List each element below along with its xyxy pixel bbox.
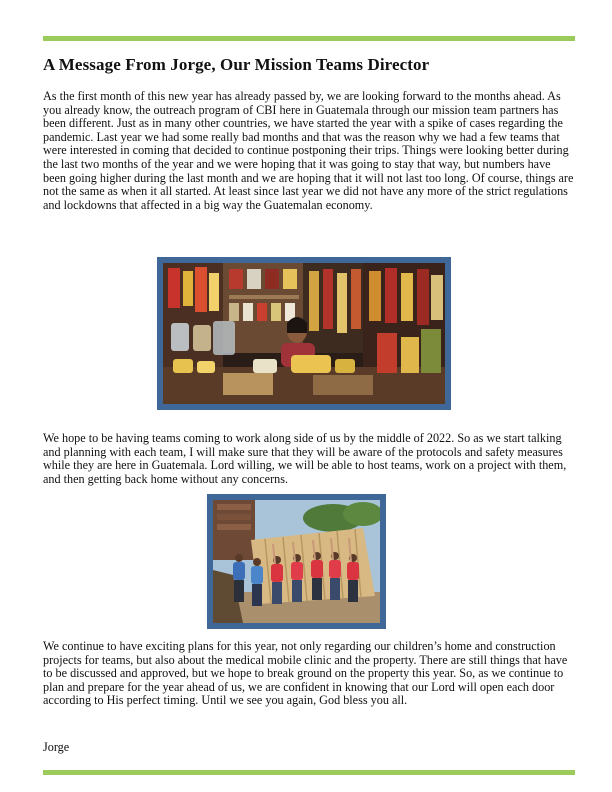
page-title: A Message From Jorge, Our Mission Teams Director bbox=[43, 55, 430, 74]
top-divider bbox=[43, 36, 575, 41]
paragraph-1: As the first month of this new year has already passed by, we are looking forward to the months ahead. As you already know, the outreach program of CBI here in Guatemala through our mission team partners has been different. Just as in many other countries, we have started the year with a spike of cases regarding the pandemic. Last year we had some really bad months and that was the reason why we had a few teams that were interested in coming that decided to continue postponing their trips. Things were looking better during the last two months of the year and we were hoping that it was going to stay that way, but numbers have been going higher during the last month and we are hoping that it will not last too long. Of course, things are not the same as when it all started. At least since last year we did not have any more of the strict regulations and lockdowns that affected in a big way the Guatemalan economy. bbox=[43, 89, 574, 212]
paragraph-3: We continue to have exciting plans for this year, not only regarding our children’s home and construction projects for teams, but also about the medical mobile clinic and the property. There are still things that have to be discussed and approved, but we hope to break ground on the property this year. So, as we continue to plan and prepare for the year ahead of us, we are confident in knowing that our Lord will open each door according to His perfect timing. Until we see you again, God bless you all. bbox=[43, 639, 568, 708]
construction-team-photo bbox=[207, 494, 386, 629]
signature: Jorge bbox=[43, 740, 70, 754]
shop-vendor-photo bbox=[157, 257, 451, 410]
shop-vendor-image bbox=[163, 263, 445, 404]
paragraph-2: We hope to be having teams coming to work along side of us by the middle of 2022. So as we start talking and planning with each team, I will make sure that they will be aware of the protocols and safety measures while they are here in Guatemala. Lord willing, we will be able to host teams, work on a project with them, and then getting back home without any concerns. bbox=[43, 431, 567, 486]
bottom-divider bbox=[43, 770, 575, 775]
construction-team-image bbox=[213, 500, 380, 623]
